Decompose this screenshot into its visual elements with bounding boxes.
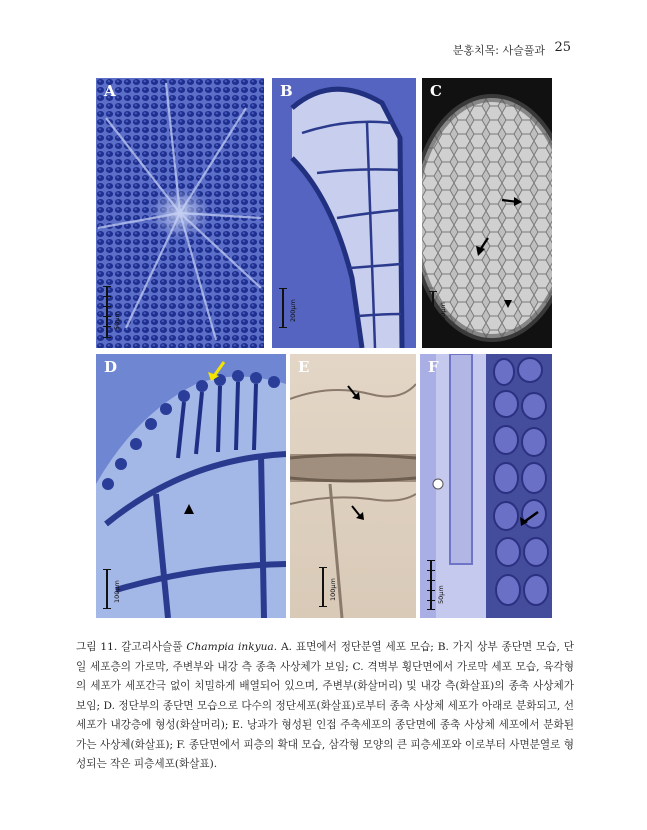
scale-label-b: 200µm: [289, 299, 297, 322]
caption-prefix: 그림 11. 갈고리사슬풀: [76, 641, 187, 653]
scale-bar-a: [100, 286, 121, 338]
micrograph-d-image: [96, 354, 286, 618]
caption-species: Champia inkyua: [186, 641, 274, 653]
micrograph-panel-a: [96, 78, 264, 348]
micrograph-panel-f: [420, 354, 552, 618]
page-number: 25: [554, 40, 571, 55]
panel-label-b: B: [280, 82, 293, 100]
panel-label-e: E: [298, 358, 310, 376]
scale-label-e: 100µm: [329, 578, 337, 601]
panel-label-c: C: [430, 82, 442, 100]
micrograph-a-image: [96, 78, 264, 348]
micrograph-f-image: [420, 354, 552, 618]
page-header: [0, 40, 647, 60]
micrograph-panel-b: [272, 78, 416, 348]
scale-bar-f: [424, 560, 445, 610]
caption-body: . A. 표면에서 정단분열 세포 모습; B. 가지 상부 종단면 모습, 단일 세포층의 가로막, 주변부와 내강 측 종축 사상체가 보임; C. 격벽부 횡단면에서 가로막 세포 모습, 육각형의 세포가 세포간극 없이 치밀하게 배열되어 있으며, 주변부(화살머리) 및 내강 측(화살표)의 종축 사상체가 보임; D. 정단부의 종단면 모습으로 다수의 정단세포(화살표)로부터 종축 사상체 세포가 아래로 분화되고, 선세포가 내강층에 형성(화살머리); E. 낭과가 형성된 인접 주축세포의 종단면에 종축 사상체 세포에서 분화된 가는 사상체(화살표); F. 종단면에서 피층의 확대 모습, 삼각형 모양의 큰 피층세포와 이로부터 사면분열로 형성되는 작은 피층세포(화살표).: [76, 641, 574, 770]
micrograph-e-image: [290, 354, 416, 618]
scale-bar-e: [316, 567, 337, 607]
scale-label-f: 50µm: [437, 585, 445, 604]
panel-label-f: F: [428, 358, 439, 376]
scale-bar-d: [100, 569, 121, 609]
scale-bar-b: [276, 288, 297, 328]
scale-bar-c: [426, 291, 447, 331]
scale-label-c: 100µm: [439, 302, 447, 325]
micrograph-panel-d: [96, 354, 286, 618]
micrograph-panel-c: [422, 78, 552, 348]
running-title: 분홍치목: 사슬풀과: [452, 44, 545, 57]
micrograph-panel-e: [290, 354, 416, 618]
scale-label-a: 50µm: [113, 311, 121, 330]
scale-label-d: 100µm: [113, 580, 121, 603]
panel-label-d: D: [104, 358, 118, 376]
panel-label-a: A: [104, 82, 116, 100]
figure-caption: [76, 638, 574, 775]
